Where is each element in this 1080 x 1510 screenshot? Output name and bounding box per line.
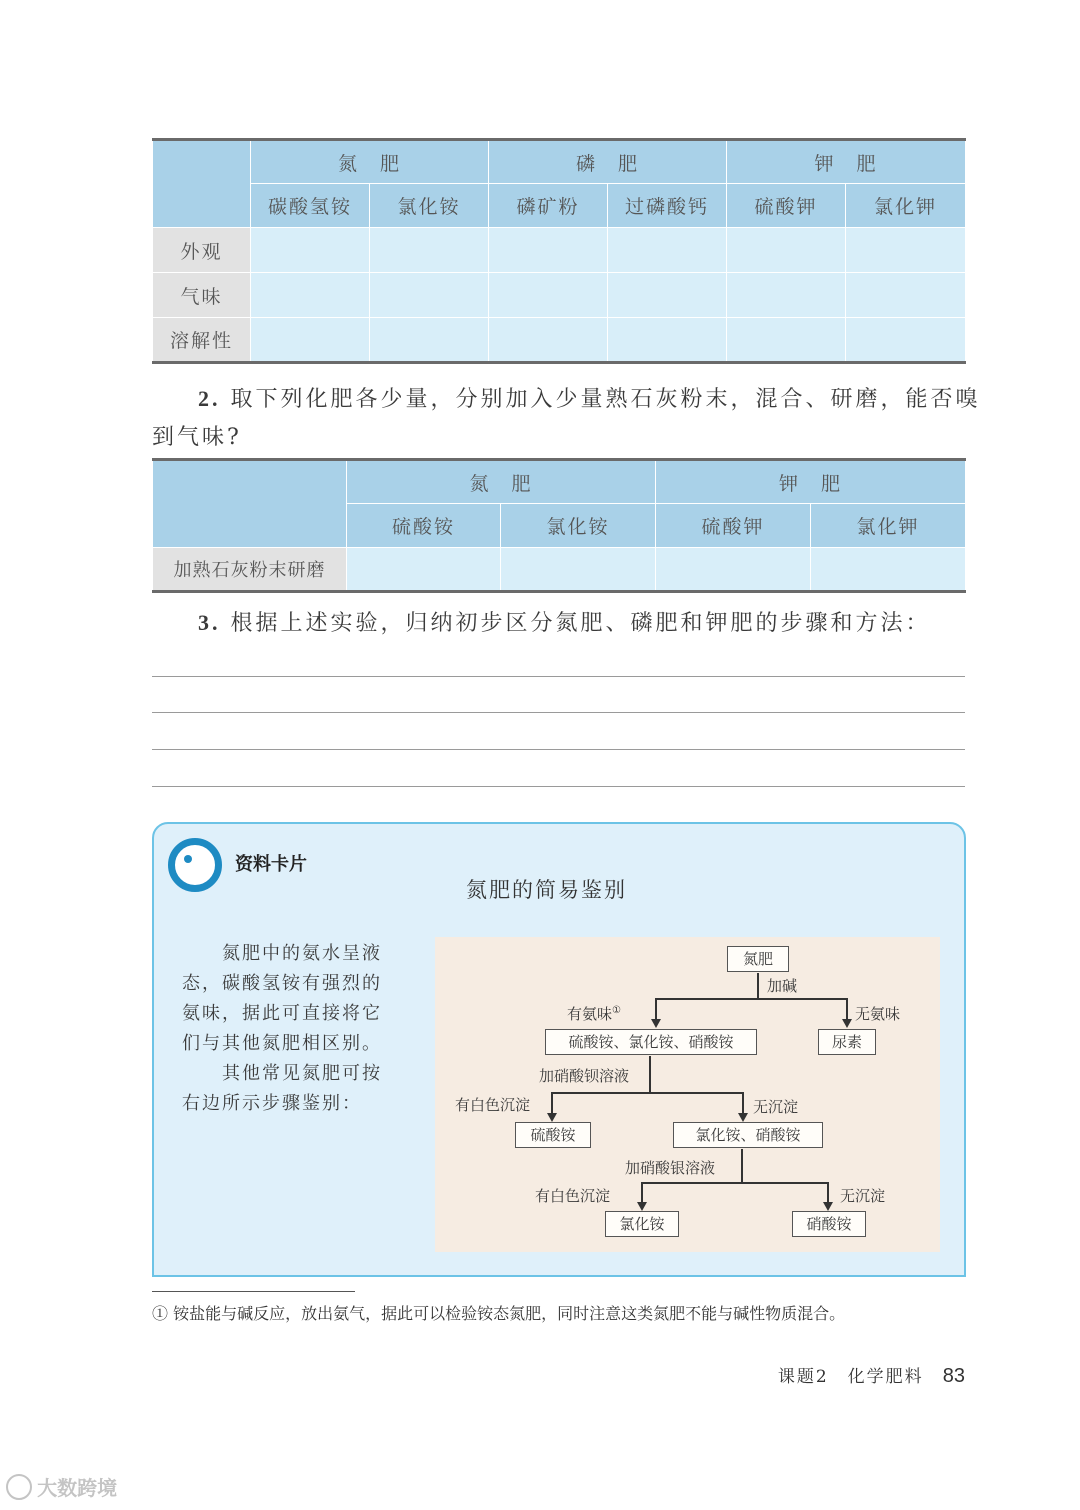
identification-flowchart [435,937,940,1252]
question-number: 3. [198,610,221,635]
lesson-title: 课题2 化学肥料 [777,1367,924,1387]
text-line: 态，碳酸氢铵有强烈的 [182,973,382,994]
question-text: 取下列化肥各少量，分别加入少量熟石灰粉末，混合、研磨，能否嗅 [230,387,981,412]
box-chloride-nitrate: 氯化铵、硝酸铵 [673,1122,823,1148]
item-header: 氯化铵 [501,504,656,548]
text-line: 氮肥中的氨水呈液 [222,943,382,964]
corner-cell [153,460,347,548]
text-line: 们与其他氮肥相区别。 [182,1033,382,1054]
blank-cell [370,228,489,273]
label-no-precipitate: 无沉淀 [753,1098,799,1116]
watermark-text: 大数跨境 [37,1476,118,1500]
blank-cell [347,548,501,592]
question-2 [152,380,981,457]
footnote: ① 铵盐能与碱反应，放出氨气，据此可以检验铵态氮肥，同时注意这类氮肥不能与碱性物质混合。 [152,1304,846,1323]
blank-cell [370,318,489,363]
blank-cell [489,318,608,363]
label-add-barium-nitrate: 加硝酸钡溶液 [539,1067,630,1085]
label-no-precipitate: 无沉淀 [840,1187,886,1205]
row-header-lime-grinding: 加熟石灰粉末研磨 [153,548,347,592]
blank-cell [251,228,370,273]
question-3 [198,604,931,643]
row-header-odor: 气味 [153,273,251,318]
label-has-ammonia [567,1003,621,1024]
group-header-nitrogen: 氮 肥 [347,460,656,504]
row-header-appearance: 外观 [153,228,251,273]
box-urea: 尿素 [818,1029,876,1055]
item-header: 碳酸氢铵 [251,184,370,228]
page-number: 83 [942,1365,965,1387]
footnote-mark: ① [612,1005,621,1016]
box-ammonium-chloride: 氯化铵 [605,1211,679,1237]
blank-cell [501,548,656,592]
item-header: 硫酸钾 [727,184,846,228]
item-header: 氯化钾 [811,504,966,548]
blank-cell [608,273,727,318]
lime-grinding-table [152,458,966,593]
footnote-rule [152,1291,355,1292]
item-header: 氯化钾 [846,184,966,228]
label-white-precipitate: 有白色沉淀 [535,1187,611,1205]
blank-cell [846,228,966,273]
box-ammonium-sulfate: 硫酸铵 [515,1122,591,1148]
group-header-nitrogen: 氮 肥 [251,140,489,184]
blank-cell [727,273,846,318]
group-header-potassium: 钾 肥 [727,140,966,184]
blank-cell [846,273,966,318]
group-header-potassium: 钾 肥 [656,460,966,504]
answer-line [152,676,965,677]
fertilizer-property-table [152,138,966,364]
page-footer [778,1362,965,1388]
corner-cell [153,140,251,228]
info-card-icon [168,838,222,892]
label-add-base: 加碱 [767,977,798,995]
info-card-title: 氮肥的简易鉴别 [466,878,627,902]
blank-cell [251,318,370,363]
blank-cell [489,273,608,318]
watermark-logo-icon [6,1474,32,1500]
box-nitrogen-fertilizer: 氮肥 [727,946,789,972]
blank-cell [727,318,846,363]
item-header: 磷矿粉 [489,184,608,228]
watermark [6,1472,117,1501]
text-line: 氨味，据此可直接将它 [182,1003,382,1024]
answer-line [152,712,965,713]
answer-line [152,749,965,750]
row-header-solubility: 溶解性 [153,318,251,363]
blank-cell [846,318,966,363]
question-number: 2. [198,386,221,411]
label-no-ammonia: 无氨味 [855,1005,901,1023]
question-text-continued: 到气味? [152,425,242,450]
label-text: 有氨味 [567,1005,613,1023]
blank-cell [656,548,811,592]
answer-line [152,786,965,787]
blank-cell [370,273,489,318]
item-header: 硫酸铵 [347,504,501,548]
blank-cell [727,228,846,273]
info-card-text [182,939,382,1119]
item-header: 过磷酸钙 [608,184,727,228]
blank-cell [251,273,370,318]
text-line: 其他常见氮肥可按 [222,1063,382,1084]
info-card-label: 资料卡片 [235,854,307,875]
label-add-silver-nitrate: 加硝酸银溶液 [625,1159,716,1177]
item-header: 硫酸钾 [656,504,811,548]
question-text: 根据上述实验，归纳初步区分氮肥、磷肥和钾肥的步骤和方法： [230,611,931,636]
item-header: 氯化铵 [370,184,489,228]
box-three-salts: 硫酸铵、氯化铵、硝酸铵 [545,1029,757,1055]
label-white-precipitate: 有白色沉淀 [455,1096,531,1114]
box-ammonium-nitrate: 硝酸铵 [792,1211,866,1237]
blank-cell [489,228,608,273]
blank-cell [608,318,727,363]
blank-cell [608,228,727,273]
group-header-phosphorus: 磷 肥 [489,140,727,184]
text-line: 右边所示步骤鉴别： [182,1093,362,1114]
blank-cell [811,548,966,592]
